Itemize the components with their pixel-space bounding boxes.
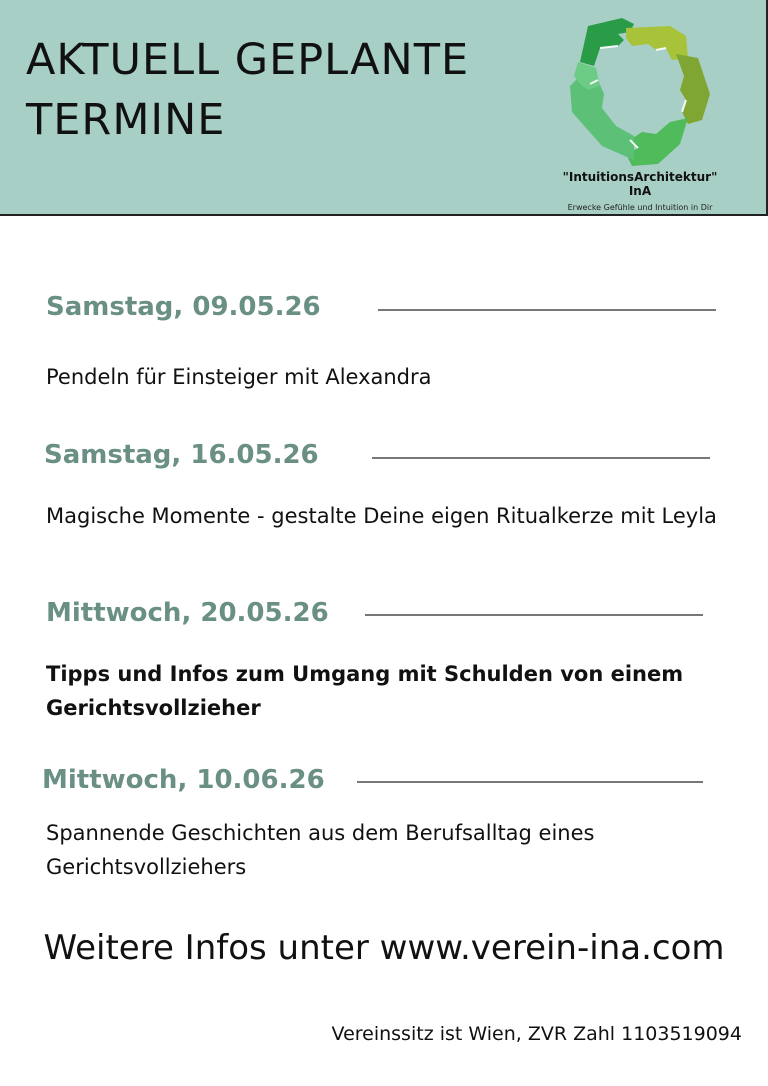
hand-left [570,74,634,160]
event-description: Spannende Geschichten aus dem Berufsalltag eines Gerichtsvollziehers [46,821,595,879]
event-description: Pendeln für Einsteiger mit Alexandra [46,365,432,389]
header-banner [0,0,768,216]
event-description: Magische Momente - gestalte Deine eigen Ritualkerze mit Leyla [46,504,717,528]
logo-name-line-1: "IntuitionsArchitektur" [562,170,718,184]
event-divider [357,781,703,783]
event-date: Samstag, 09.05.26 [46,292,321,322]
hand-top-left [580,18,634,66]
event-divider [365,614,703,616]
logo-name [540,170,740,198]
event-divider [372,457,710,459]
event-divider [378,309,716,311]
event-date: Mittwoch, 10.06.26 [42,765,325,795]
interlocking-hands-icon [560,14,720,172]
event-date: Samstag, 16.05.26 [44,440,319,470]
logo-tagline: Erwecke Gefühle und Intuition in Dir [567,203,713,212]
page-title-line-1: AKTUELL GEPLANTE [26,35,470,85]
hand-right [676,54,710,124]
event-date: Mittwoch, 20.05.26 [46,598,329,628]
more-info-text: Weitere Infos unter www.verein-ina.com [43,928,725,968]
page-title [26,30,526,150]
hand-bottom [626,118,688,166]
event-description: Tipps und Infos zum Umgang mit Schulden von einem Gerichtsvollzieher [46,662,684,720]
logo-name-line-2: InA [628,184,652,198]
page-title-line-2: TERMINE [26,95,226,145]
footer-registration: Vereinssitz ist Wien, ZVR Zahl 1103519094 [331,1023,742,1045]
